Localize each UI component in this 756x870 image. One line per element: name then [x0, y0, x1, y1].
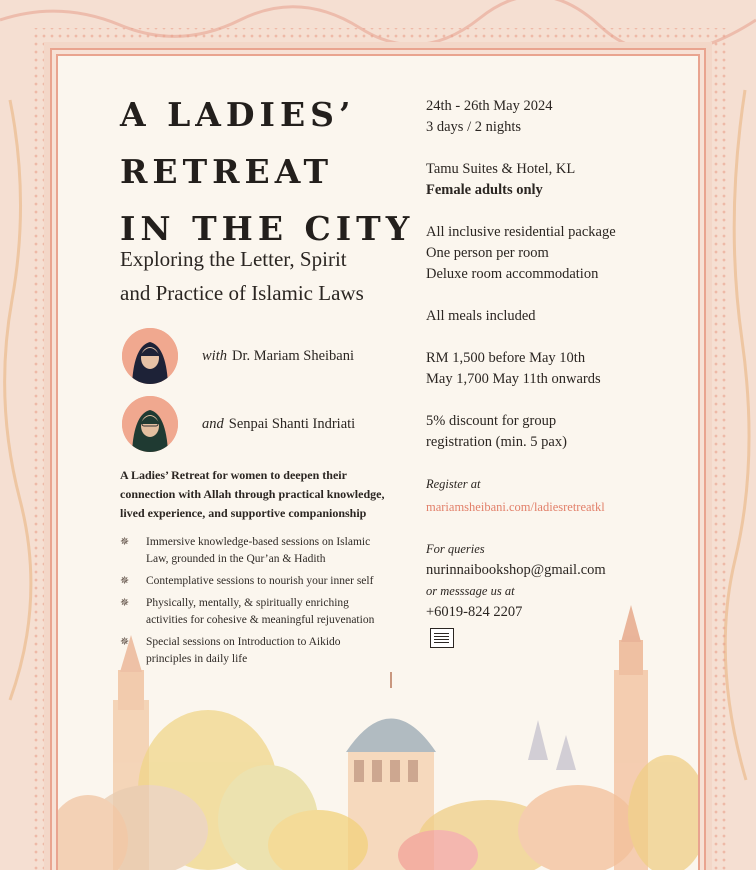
speaker-2-name: Senpai Shanti Indriati: [228, 416, 356, 432]
star-bullet-icon: ✵: [120, 536, 130, 548]
avatar-speaker-2: [122, 396, 178, 452]
bookshop-logo-icon: [430, 628, 454, 648]
price-late: May 1,700 May 11th onwards: [426, 371, 601, 387]
queries-email[interactable]: nurinnaibookshop@gmail.com: [426, 562, 606, 578]
list-item: [120, 573, 450, 590]
bullet-1-line-2: Law, grounded in the Qur’an & Hadith: [146, 553, 326, 565]
avatar-speaker-1: [122, 328, 178, 384]
discount-line-1: 5% discount for group: [426, 413, 557, 429]
intro-line-2: connection with Allah through practical knowledge,: [120, 487, 385, 501]
star-bullet-icon: ✵: [120, 597, 130, 609]
speaker-1-prefix: with: [202, 348, 227, 364]
intro-line-3: lived experience, and supportive companionship: [120, 506, 367, 520]
subtitle-line-1: Exploring the Letter, Spirit: [120, 247, 347, 271]
event-duration: 3 days / 2 nights: [426, 119, 522, 135]
poster-title: [120, 86, 420, 257]
package-info: All inclusive residential package: [426, 224, 616, 240]
poster-subtitle: [120, 242, 420, 310]
message-label: or messsage us at: [426, 584, 515, 598]
event-venue: Tamu Suites & Hotel, KL: [426, 161, 576, 177]
poster-content: [58, 56, 698, 665]
list-item: [120, 634, 450, 668]
speaker-1-name: Dr. Mariam Sheibani: [231, 348, 355, 364]
speaker-2-label: [202, 416, 355, 433]
retreat-description: [120, 466, 450, 523]
event-details: [426, 96, 696, 623]
event-date: 24th - 26th May 2024: [426, 98, 553, 114]
list-item: [120, 534, 450, 568]
star-bullet-icon: ✵: [120, 636, 130, 648]
speaker-1-label: [202, 348, 354, 365]
bullet-3-line-2: activities for cohesive & meaningful rejuvenation: [146, 614, 375, 626]
bullet-2-line-1: Contemplative sessions to nourish your inner self: [146, 575, 374, 587]
title-line-3: IN THE CITY: [120, 209, 415, 248]
title-line-1: A LADIES’: [120, 95, 356, 134]
speaker-2-prefix: and: [202, 416, 224, 432]
subtitle-line-2: and Practice of Islamic Laws: [120, 281, 364, 305]
event-audience: Female adults only: [426, 182, 543, 198]
meals-info: All meals included: [426, 308, 536, 324]
bullet-4-line-2: principles in daily life: [146, 653, 248, 665]
price-early: RM 1,500 before May 10th: [426, 350, 586, 366]
room-info: One person per room: [426, 245, 549, 261]
bullet-4-line-1: Special sessions on Introduction to Aikido: [146, 636, 341, 648]
bullet-1-line-1: Immersive knowledge-based sessions on Islamic: [146, 536, 371, 548]
register-link[interactable]: mariamsheibani.com/ladiesretreatkl: [426, 500, 605, 514]
bullet-3-line-1: Physically, mentally, & spiritually enriching: [146, 597, 349, 609]
highlights-list: [120, 534, 450, 673]
queries-label: For queries: [426, 542, 485, 556]
intro-line-1: A Ladies’ Retreat for women to deepen their: [120, 468, 347, 482]
accommodation-info: Deluxe room accommodation: [426, 266, 599, 282]
list-item: [120, 595, 450, 629]
discount-line-2: registration (min. 5 pax): [426, 434, 567, 450]
title-line-2: RETREAT: [120, 152, 334, 191]
star-bullet-icon: ✵: [120, 575, 130, 587]
queries-phone[interactable]: +6019-824 2207: [426, 604, 523, 620]
register-label: Register at: [426, 477, 481, 491]
